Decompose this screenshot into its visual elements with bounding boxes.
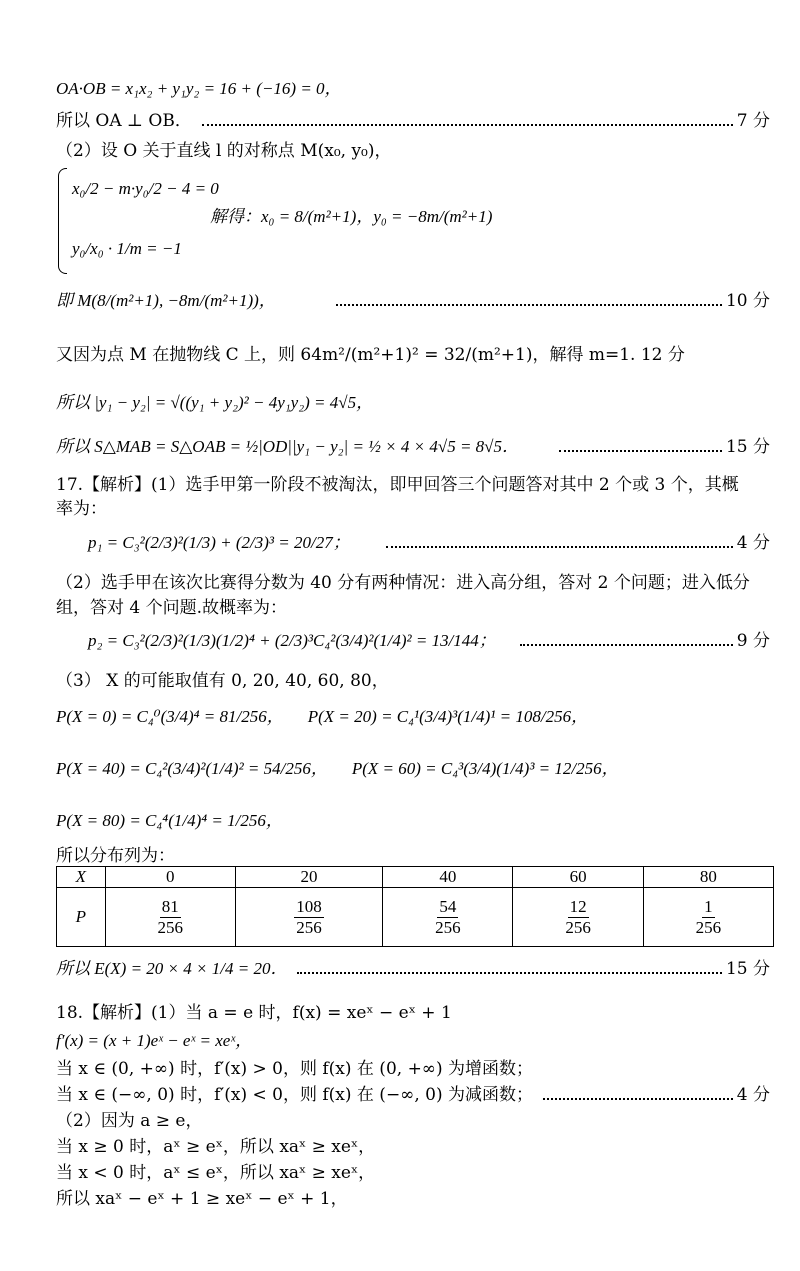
table-cell: 20 xyxy=(235,867,382,888)
text: x₀/2 − m·y₀/2 − 4 = 0 xyxy=(72,179,219,198)
fraction xyxy=(158,897,184,938)
line-p2 xyxy=(88,630,770,652)
line-point-m xyxy=(56,290,770,312)
text: 当 x ∈ (0, +∞) 时，f′(x) > 0，则 f(x) 在 (0, +∞) 为增函数； xyxy=(56,1059,534,1079)
leader-dots xyxy=(386,546,733,548)
fraction xyxy=(294,897,324,938)
text: P(X = 20) = C₄¹(3/4)³(1/4)¹ = 108/256， xyxy=(307,707,589,726)
numerator: 12 xyxy=(569,896,587,916)
fraction xyxy=(435,897,461,938)
score: 9 分 xyxy=(736,631,770,651)
q18-case-pos xyxy=(56,1136,770,1158)
text: 所以 |y₁ − y₂| = √((y₁ + y₂)² − 4y₁y₂) = 4√5， xyxy=(56,393,374,412)
text: 所以 S△MAB = S△OAB = ½|OD||y₁ − y₂| = ½ × 4 × 4√5 = 8√5． xyxy=(56,437,519,456)
q17-part2-1 xyxy=(56,572,770,594)
line-px80 xyxy=(56,810,770,832)
text: 当 x ∈ (−∞, 0) 时，f′(x) < 0，则 f(x) 在 (−∞, 0) 为减函数； xyxy=(56,1085,534,1105)
text: （2）设 O 关于直线 l 的对称点 M(x₀, y₀)， xyxy=(56,141,392,161)
q18-increasing xyxy=(56,1058,770,1080)
numerator: 81 xyxy=(161,896,179,916)
q17-intro-1 xyxy=(56,474,770,496)
text: OA·OB = x₁x₂ + y₁y₂ = 16 + (−16) = 0， xyxy=(56,79,342,98)
fraction xyxy=(696,897,722,938)
table-header-row xyxy=(57,867,774,888)
table-prob-row xyxy=(57,888,774,947)
leader-dots xyxy=(520,644,733,646)
system-eq-2 xyxy=(72,238,770,260)
line-px0-px20 xyxy=(56,706,770,728)
denominator: 256 xyxy=(157,917,184,937)
text: 所以 xaˣ − eˣ + 1 ≥ xeˣ − eˣ + 1， xyxy=(56,1189,348,1209)
system-eq-1 xyxy=(72,178,770,200)
q17-intro-2 xyxy=(56,498,770,520)
text: （2）因为 a ≥ e， xyxy=(56,1111,203,1131)
text: P(X = 60) = C₄³(3/4)(1/4)³ = 12/256， xyxy=(351,759,619,778)
leader-dots xyxy=(336,304,722,306)
denominator: 256 xyxy=(296,917,322,937)
line-abs-diff xyxy=(56,392,770,414)
leader-dots xyxy=(543,1098,733,1100)
score: 15 分 xyxy=(725,959,770,979)
text: 所以 E(X) = 20 × 4 × 1/4 = 20． xyxy=(56,959,288,978)
leader-dots xyxy=(202,124,733,126)
text: 所以 OA ⊥ OB． xyxy=(56,111,192,131)
q18-case-neg xyxy=(56,1162,770,1184)
score: 4 分 xyxy=(736,533,770,553)
text: P(X = 80) = C₄⁴(1/4)⁴ = 1/256， xyxy=(56,811,283,830)
system-brace xyxy=(58,168,67,274)
q18-conclusion xyxy=(56,1188,770,1210)
text: 解得：x₀ = 8/(m²+1)，y₀ = −8m/(m²+1) xyxy=(210,207,493,226)
score: 7 分 xyxy=(736,111,770,131)
q18-decreasing xyxy=(56,1084,770,1106)
text: 18.【解析】(1）当 a = e 时，f(x) = xeˣ − eˣ + 1 xyxy=(56,1003,452,1023)
table-cell xyxy=(513,888,643,947)
system-solution xyxy=(210,206,770,228)
q18-intro xyxy=(56,1002,770,1024)
text: 当 x < 0 时，aˣ ≤ eˣ，所以 xaˣ ≥ xeˣ， xyxy=(56,1163,376,1183)
fraction xyxy=(565,897,591,938)
table-cell: P xyxy=(57,888,106,947)
q17-part3 xyxy=(56,670,770,692)
text: p₂ = C₃²(2/3)²(1/3)(1/2)⁴ + (2/3)³C₄²(3/4)²(1/4)² = 13/144； xyxy=(88,631,496,650)
denominator: 256 xyxy=(435,917,461,937)
line-p1 xyxy=(88,532,770,554)
numerator: 54 xyxy=(439,896,457,916)
table-cell: 60 xyxy=(513,867,643,888)
table-cell xyxy=(235,888,382,947)
text: 当 x ≥ 0 时，aˣ ≥ eˣ，所以 xaˣ ≥ xeˣ， xyxy=(56,1137,376,1157)
text: y₀/x₀ · 1/m = −1 xyxy=(72,239,182,258)
distribution-table xyxy=(56,866,774,947)
score: 4 分 xyxy=(736,1085,770,1105)
text: p₁ = C₃²(2/3)²(1/3) + (2/3)³ = 20/27； xyxy=(88,533,350,552)
text: 17.【解析】(1）选手甲第一阶段不被淘汰，即甲回答三个问题答对其中 2 个或 3 个，其概 xyxy=(56,475,739,495)
text: 组，答对 4 个问题.故概率为： xyxy=(56,598,288,618)
table-cell xyxy=(383,888,513,947)
leader-dots xyxy=(297,972,722,974)
line-perpendicular xyxy=(56,110,770,132)
text: 又因为点 M 在抛物线 C 上，则 64m²/(m²+1)² = 32/(m²+1)，解得 m=1. 12 分 xyxy=(56,345,685,365)
table-cell: 0 xyxy=(105,867,235,888)
leader-dots xyxy=(559,450,722,452)
table-cell: X xyxy=(57,867,106,888)
table-cell xyxy=(643,888,773,947)
q18-part2 xyxy=(56,1110,770,1132)
denominator: 256 xyxy=(565,917,591,937)
text: （3） X 的可能取值有 0, 20, 40, 60, 80， xyxy=(56,671,389,691)
score: 10 分 xyxy=(725,291,770,311)
text: f′(x) = (x + 1)eˣ − eˣ = xeˣ， xyxy=(56,1031,253,1050)
table-cell xyxy=(105,888,235,947)
line-expectation xyxy=(56,958,770,980)
line-symmetric-point xyxy=(56,140,770,162)
table-cell: 80 xyxy=(643,867,773,888)
text: P(X = 0) = C₄⁰(3/4)⁴ = 81/256， xyxy=(56,707,284,726)
numerator: 1 xyxy=(704,896,713,916)
q17-part2-2 xyxy=(56,597,770,619)
line-px40-px60 xyxy=(56,758,770,780)
line-dot-product xyxy=(56,78,770,100)
text: 率为： xyxy=(56,499,107,519)
line-area xyxy=(56,436,770,458)
text: 即 M(8/(m²+1), −8m/(m²+1))， xyxy=(56,291,276,310)
dist-intro xyxy=(56,845,770,867)
numerator: 108 xyxy=(296,896,322,916)
denominator: 256 xyxy=(695,917,722,937)
q18-derivative xyxy=(56,1030,770,1052)
text: 所以分布列为： xyxy=(56,846,175,866)
line-parabola xyxy=(56,344,770,366)
text: P(X = 40) = C₄²(3/4)²(1/4)² = 54/256， xyxy=(56,759,328,778)
text: （2）选手甲在该次比赛得分数为 40 分有两种情况：进入高分组，答对 2 个问题；进入低分 xyxy=(56,573,750,593)
score: 15 分 xyxy=(725,437,770,457)
table-cell: 40 xyxy=(383,867,513,888)
